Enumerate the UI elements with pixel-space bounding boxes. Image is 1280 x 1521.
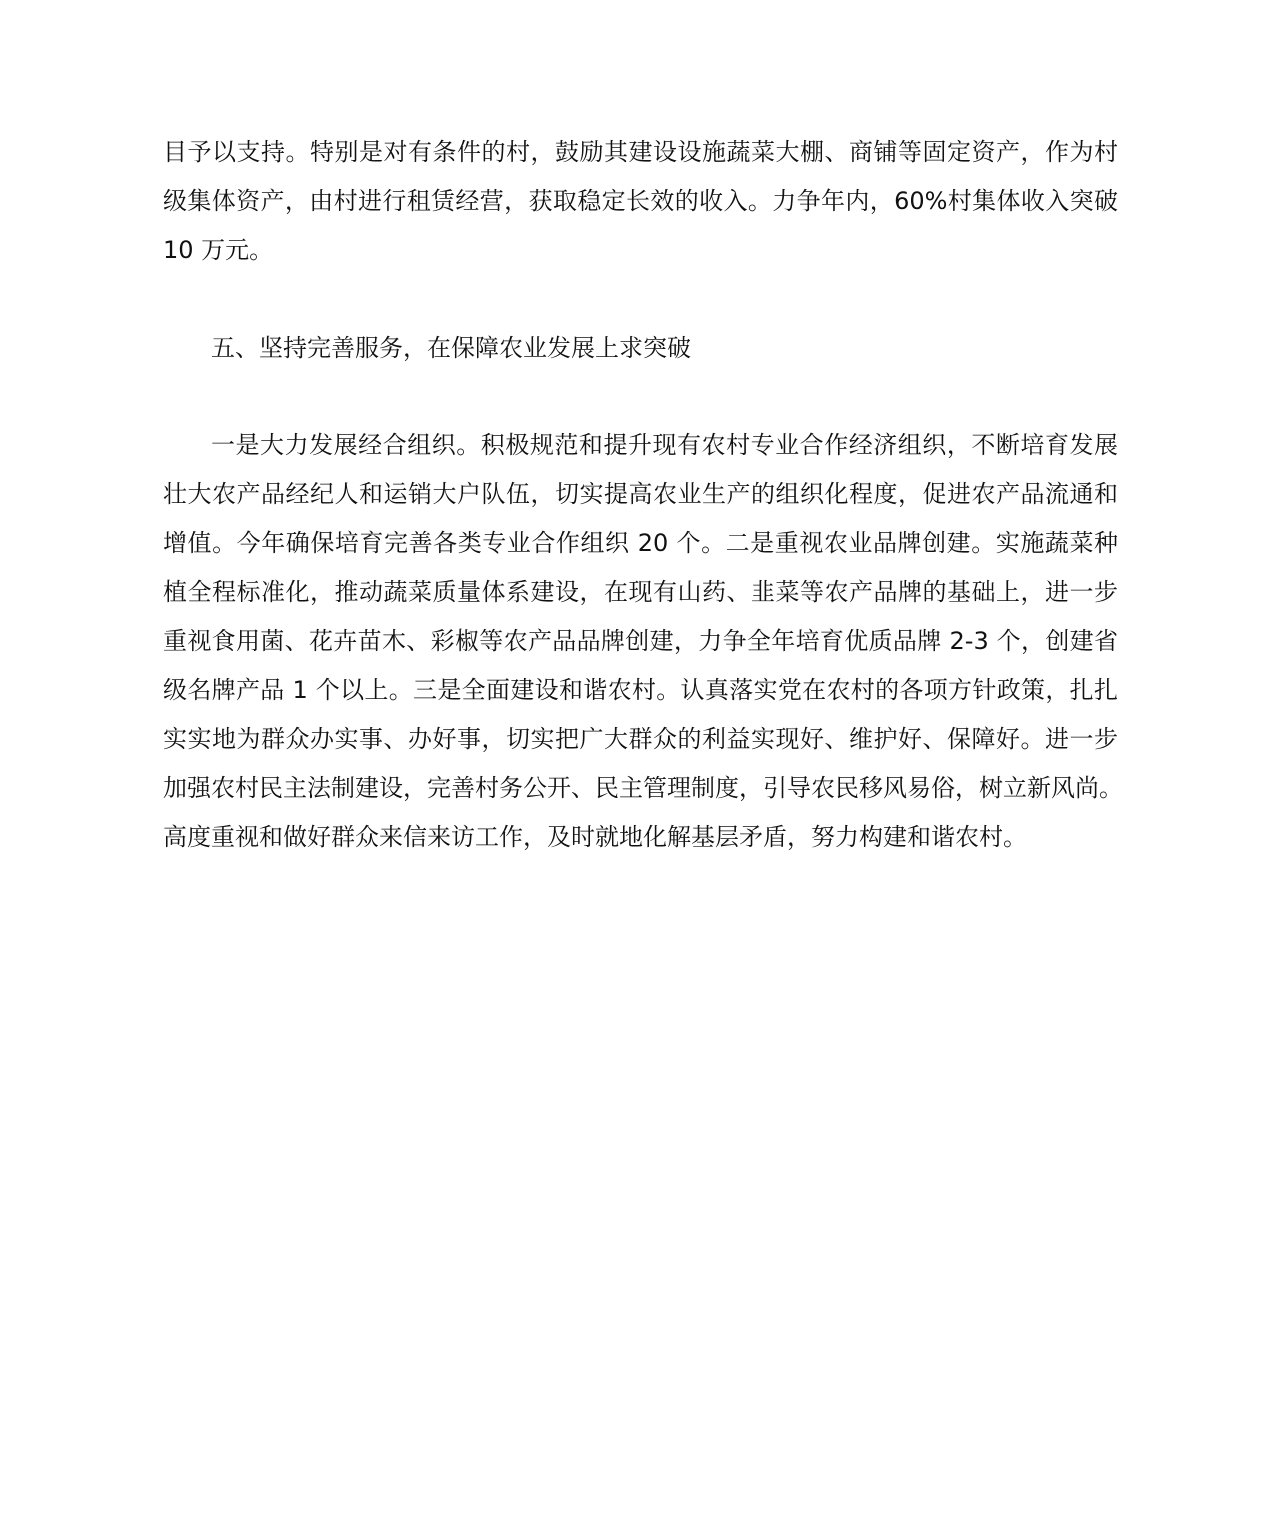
paragraph-line: 目予以支持。特别是对有条件的村，鼓励其建设设施蔬菜大棚、商铺等固定资产，作为村 xyxy=(163,138,1118,166)
paragraph-line: 一是大力发展经合组织。积极规范和提升现有农村专业合作经济组织，不断培育发展 xyxy=(211,431,1118,459)
paragraph-continuation xyxy=(163,128,1118,275)
paragraph-line: 实实地为群众办实事、办好事，切实把广大群众的利益实现好、维护好、保障好。进一步 xyxy=(163,725,1118,753)
paragraph-line: 增值。今年确保培育完善各类专业合作组织 20 个。二是重视农业品牌创建。实施蔬菜种 xyxy=(163,529,1118,557)
paragraph-line: 级名牌产品 1 个以上。三是全面建设和谐农村。认真落实党在农村的各项方针政策，扎扎 xyxy=(163,676,1118,704)
paragraph-line: 植全程标准化，推动蔬菜质量体系建设，在现有山药、韭菜等农产品牌的基础上，进一步 xyxy=(163,578,1118,606)
paragraph-body xyxy=(163,421,1123,862)
paragraph-line: 壮大农产品经纪人和运销大户队伍，切实提高农业生产的组织化程度，促进农产品流通和 xyxy=(163,480,1118,508)
paragraph-line: 加强农村民主法制建设，完善村务公开、民主管理制度，引导农民移风易俗，树立新风尚。 xyxy=(163,774,1123,802)
paragraph-line: 级集体资产，由村进行租赁经营，获取稳定长效的收入。力争年内，60%村集体收入突破 xyxy=(163,187,1118,215)
paragraph-line: 高度重视和做好群众来信来访工作，及时就地化解基层矛盾，努力构建和谐农村。 xyxy=(163,823,1027,851)
paragraph-line: 10 万元。 xyxy=(163,236,274,264)
paragraph-line: 重视食用菌、花卉苗木、彩椒等农产品品牌创建，力争全年培育优质品牌 2-3 个，创建省 xyxy=(163,627,1118,655)
section-heading xyxy=(163,324,1118,373)
section-heading-text: 五、坚持完善服务，在保障农业发展上求突破 xyxy=(211,334,691,362)
